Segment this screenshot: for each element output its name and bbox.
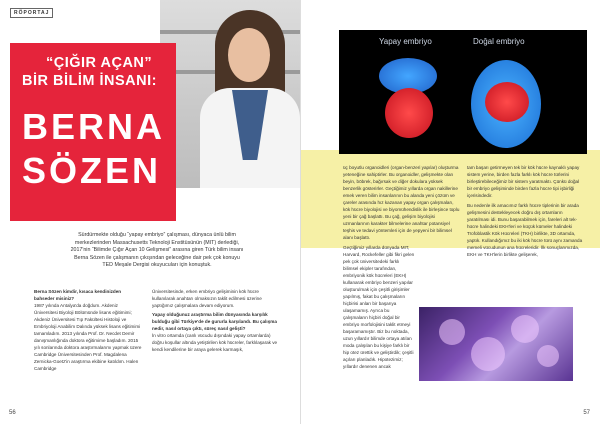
hook-line-2: BİR BİLİM İNSANI:: [22, 73, 157, 89]
intro-paragraph: [22, 232, 292, 270]
portrait-photo: [160, 0, 300, 188]
name-line-1: BERNA: [22, 106, 166, 147]
section-tag: RÖPORTAJ: [10, 8, 53, 18]
intro-line: Berna Sözen ile çalışmanın çıkışından geleceğine dair pek çok konuyu: [74, 254, 240, 261]
page-number-left: 56: [9, 410, 16, 416]
cell: [537, 345, 559, 367]
right-page: [300, 0, 600, 424]
interview-question: Berna Sözen kimdir, kısaca kendinizden bahseder misiniz?: [34, 289, 122, 301]
body-column-2: [152, 288, 282, 353]
hook-line-1: “ÇIĞIR AÇAN”: [46, 55, 153, 71]
body-paragraph: Üniversitesinde, erken embriyo gelişiminin kök hücre kullanılarak anahtarı olmaksızın taklit edilmesi üzerine yaptığımız çalışmalara devam ediyorum.: [152, 289, 262, 308]
body-paragraph: Bu nedenle ilk amacımız farklı hücre tiplerinin bir arada gelişmesini destekleyecek doğru dış ortamların yaratılması idi. Bunu başarabilmek için, fareleri alt tek-hücre halindeki EKH'leri ve küçük kümeler halindeki Trofoblastik Kök Hücreleri (TKH) birlikte, 3D ortamda, yaptık. Kullandığımız bu iki kök hücre türü aynı zamanda memeli vücudunun ana hücreleridir. İlk sonuçlarımızda, EKH ve TKH'lerin birlikte gelişerek,: [467, 203, 583, 257]
cell: [511, 315, 539, 343]
body-paragraph: Geçtiğimiz yıllarda dünyada MIT, Harvard, Rockefeller gibi fikri gelen pek çok üniversitedeki farklı bilimsel ekipler tarafından, embriyonik kök hücreleri (EKH) kullanarak embriyo benzeri yapılar oluşturulmak için çeşitli girişimler yapılmış, fakat bu çalışmaların hiçbirisi anları bir başarıya ulaşamamış. Ayrıca bu çalışmaların hiçbiri doğal bir embriyo morfolojisini taklit etmeyi başaramamıştır. Biz bu noktada, uzun yıllardır bilimde ortaya atılan moda çalışılan bu kişiye farklı bir hip otez ürettik ve geliştirdik; çeşitli açıları planladık. Hipotezimiz; yıllardır denenen ancak: [343, 245, 415, 369]
cell: [439, 319, 465, 345]
interview-answer: 1987 yılında Antalya'da doğdum. Akdeniz Üniversitesi Biyoloji Bölümünde lisans eğitimimi; Akdeniz Üniversitesi Tıp Fakültesi Histoloji ve Embriyoloji Anabilim Dalında yüksek lisans eğitimimi tamamladım. 2013 yılında Prof. Dr. Necdet Demir danışmanlığında doktora eğitimime başladım. 2015 yılı sonlarında doktora araştırmalarımı yapmak üzere Cambridge Üniversitesinden Prof. Magdalena Zernicka-Goetz'in araştırma ekibine katıldım. Halen Cambridge: [34, 303, 142, 371]
natural-embryo-red-cells: [485, 82, 529, 122]
figure-label-artificial: Yapay embriyo: [379, 37, 432, 46]
name-line-2: SÖZEN: [22, 150, 162, 191]
person-face: [228, 28, 270, 82]
intro-line: merkezlerinden Massachusetts Teknoloji Enstitüsünün (MIT) derlediği,: [74, 239, 240, 246]
figure-label-natural: Doğal embriyo: [473, 37, 525, 46]
cell: [471, 337, 505, 371]
intro-line: 2017'nin “Bilimde Çığır Açan 10 Gelişmesi” arasına giren Türk bilim insanı: [70, 247, 244, 254]
cell-cluster-image: [419, 307, 573, 381]
interview-answer: İn vitro ortamda (canlı vücudu dışındaki yapay ortamlarda) doğru koşullar altında yetiştirilen kök hücreler, farklılaşarak ve kendi kendilerine bir araya gelerek karmaşık,: [152, 333, 278, 352]
page-number-right: 57: [583, 410, 590, 416]
artificial-embryo-red-cells: [385, 88, 433, 138]
intro-line: Sürdürmekte olduğu “yapay embriyo” çalışması, dünyaca ünlü bilim: [78, 232, 236, 238]
title-panel: [10, 43, 176, 221]
body-column-1: [34, 288, 142, 372]
interview-question: Yapay olduğunuz araştırma bilim dünyasında karşılık bulduğu gibi Türkiye'de de gururla karşılandı. Bu çalışma nedir, nasıl ortaya çıktı, süreç nasıl gelişti?: [152, 312, 277, 331]
body-paragraph: üç boyutlu organoidleri (organ-benzeri yapılar) oluşturma yeteneğine sahiptirler. Bu organoidler, gelişmekte olan beyin, böbrek, bağırsak ve diğer dokulara yüksek benzerlik gösterirler. Geçtiğimiz yıllarda organ nakillerine emek veren bilim insanlarının bu alanda yeni çözüm ve çareler arasında hız kazanan yapay organ çalışmaları, kök hücre biyolojisi ve biyomühendislik ile birleşince toplu yeni bir çağ başlattı. Bu çağ, gelişim biyolojisi uzmanlarının karakter bilmelerine anahtar potansiyel teşhis ve tedavi yöntemleri için de yepyeni bir bilimsel alanı başlattı.: [343, 165, 460, 240]
body-column-4: [467, 164, 585, 261]
intro-line: TED Meşale Dergisi okuyucuları için konuştuk.: [102, 262, 212, 269]
embryo-figure: [339, 30, 587, 154]
body-paragraph: tam başarı getirmeyen tek bir kök hücre kaynaklı yapay sistem yerine, birden fazla farklı kök hücre türlerini birleştirebileceğimiz bir sistem yaratmaktı. Çünkü doğal bir embriyo gelişiminde birden fazla hücre tipi işbirliği içerisindedir.: [467, 165, 580, 198]
